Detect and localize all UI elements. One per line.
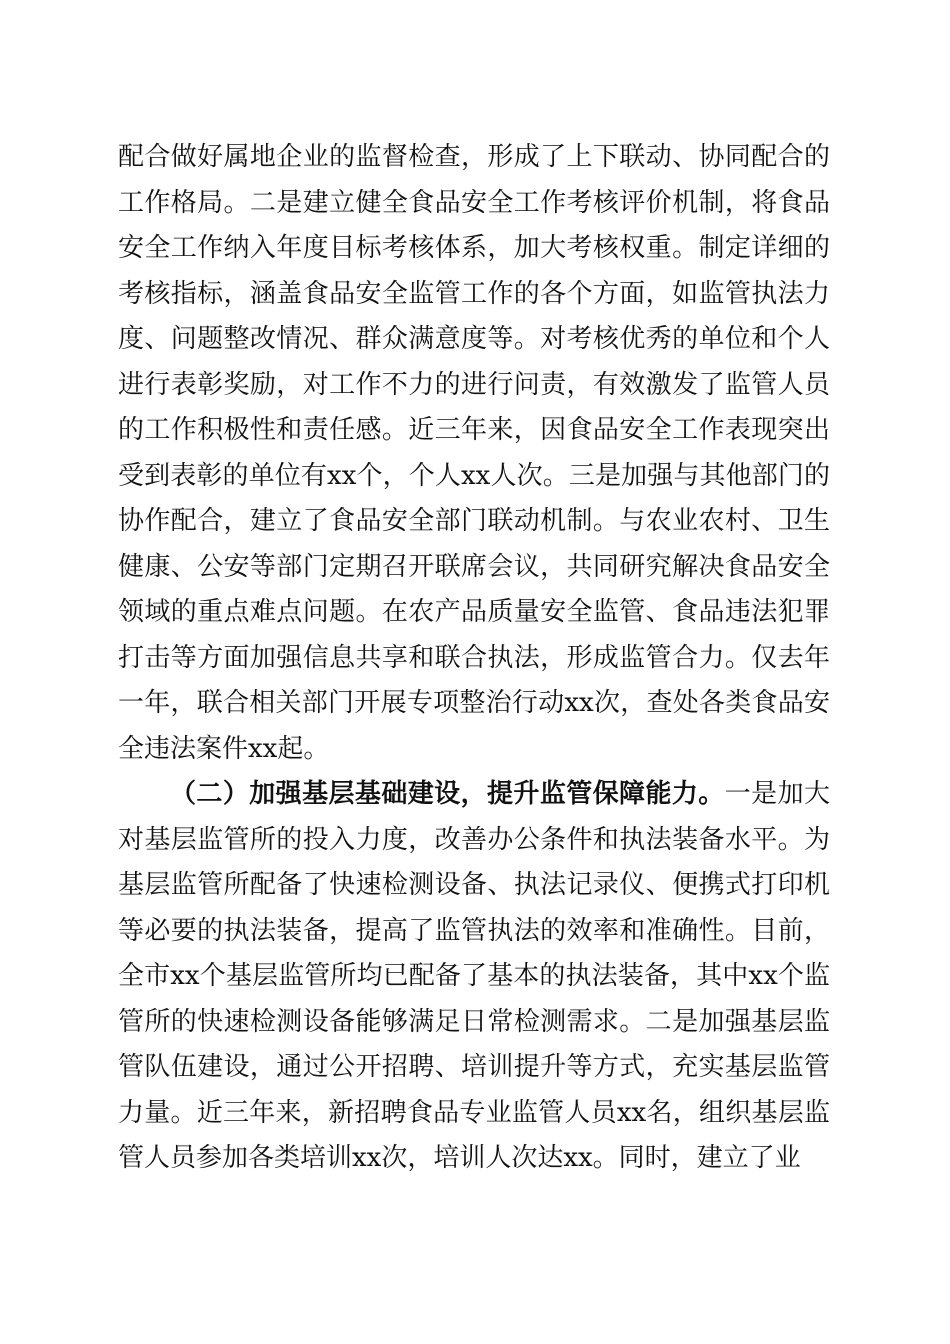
section-body-text: 一是加大对基层监管所的投入力度，改善办公条件和执法装备水平。为基层监管所配备了快速检测设备、执法记录仪、便携式打印机等必要的执法装备，提高了监管执法的效率和准确性。目前，全市xx个基层监管所均已配备了基本的执法装备，其中xx个监管所的快速检测设备能够满足日常检测需求。二是加强基层监管队伍建设，通过公开招聘、培训提升等方式，充实基层监管力量。近三年来，新招聘食品专业监管人员xx名，组织基层监管人员参加各类培训xx次，培训人次达xx。同时，建立了业 <box>118 779 830 1173</box>
section-heading: （二）加强基层基础建设，提升监管保障能力。 <box>170 779 725 809</box>
paragraph-section-two <box>118 772 830 1182</box>
paragraph-continuation: 配合做好属地企业的监督检查，形成了上下联动、协同配合的工作格局。二是建立健全食品安全工作考核评价机制，将食品安全工作纳入年度目标考核体系，加大考核权重。制定详细的考核指标，涵盖食品安全监管工作的各个方面，如监管执法力度、问题整改情况、群众满意度等。对考核优秀的单位和个人进行表彰奖励，对工作不力的进行问责，有效激发了监管人员的工作积极性和责任感。近三年来，因食品安全工作表现突出受到表彰的单位有xx个，个人xx人次。三是加强与其他部门的协作配合，建立了食品安全部门联动机制。与农业农村、卫生健康、公安等部门定期召开联席会议，共同研究解决食品安全领域的重点难点问题。在农产品质量安全监管、食品违法犯罪打击等方面加强信息共享和联合执法，形成监管合力。仅去年一年，联合相关部门开展专项整治行动xx次，查处各类食品安全违法案件xx起。 <box>118 142 830 764</box>
document-body <box>118 135 830 1182</box>
